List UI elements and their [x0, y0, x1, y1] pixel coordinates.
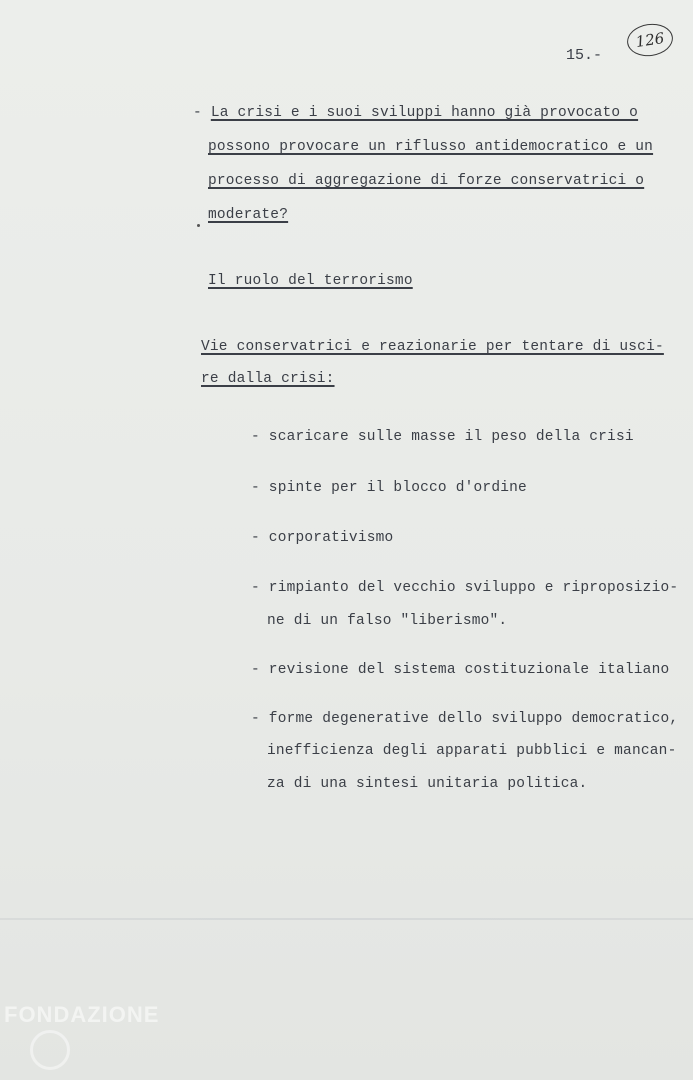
bullet-item-2: - spinte per il blocco d'ordine — [251, 480, 527, 496]
bullet-item-4-line-1: - rimpianto del vecchio sviluppo e riproposizio- — [251, 580, 679, 596]
bullet-item-6-line-1: - forme degenerative dello sviluppo democratico, — [251, 711, 679, 727]
page-fold-line — [0, 918, 693, 920]
paragraph2-line-1: Vie conservatrici e reazionarie per tentare di usci- — [201, 339, 664, 355]
paragraph1-line-4: moderate? — [208, 207, 289, 223]
section-heading: Il ruolo del terrorismo — [208, 273, 413, 289]
bullet-item-4-line-2: ne di un falso "liberismo". — [267, 613, 508, 629]
paragraph1-line-3: processo di aggregazione di forze conservatrici o — [208, 173, 645, 189]
watermark-logo-icon — [30, 1030, 70, 1070]
bullet-item-6-line-3: za di una sintesi unitaria politica. — [267, 776, 588, 792]
paragraph2-line-2: re dalla crisi: — [201, 371, 335, 387]
bullet-item-3: - corporativismo — [251, 530, 394, 546]
archive-stamp — [625, 21, 675, 59]
watermark: FONDAZIONE — [4, 1002, 160, 1027]
bullet-item-1: - scaricare sulle masse il peso della crisi — [251, 429, 634, 445]
page-number: 15.- — [566, 47, 603, 64]
margin-dot — [197, 224, 200, 227]
bullet-item-6-line-2: inefficienza degli apparati pubblici e mancan- — [267, 743, 677, 759]
archive-stamp-number: 126 — [634, 29, 666, 51]
paragraph1-line-1: - La crisi e i suoi sviluppi hanno già provocato o — [193, 105, 639, 121]
bullet-item-5: - revisione del sistema costituzionale italiano — [251, 662, 670, 678]
paragraph1-line-1-text: La crisi e i suoi sviluppi hanno già provocato o — [210, 105, 639, 121]
paragraph1-line-2: possono provocare un riflusso antidemocratico e un — [208, 139, 654, 155]
